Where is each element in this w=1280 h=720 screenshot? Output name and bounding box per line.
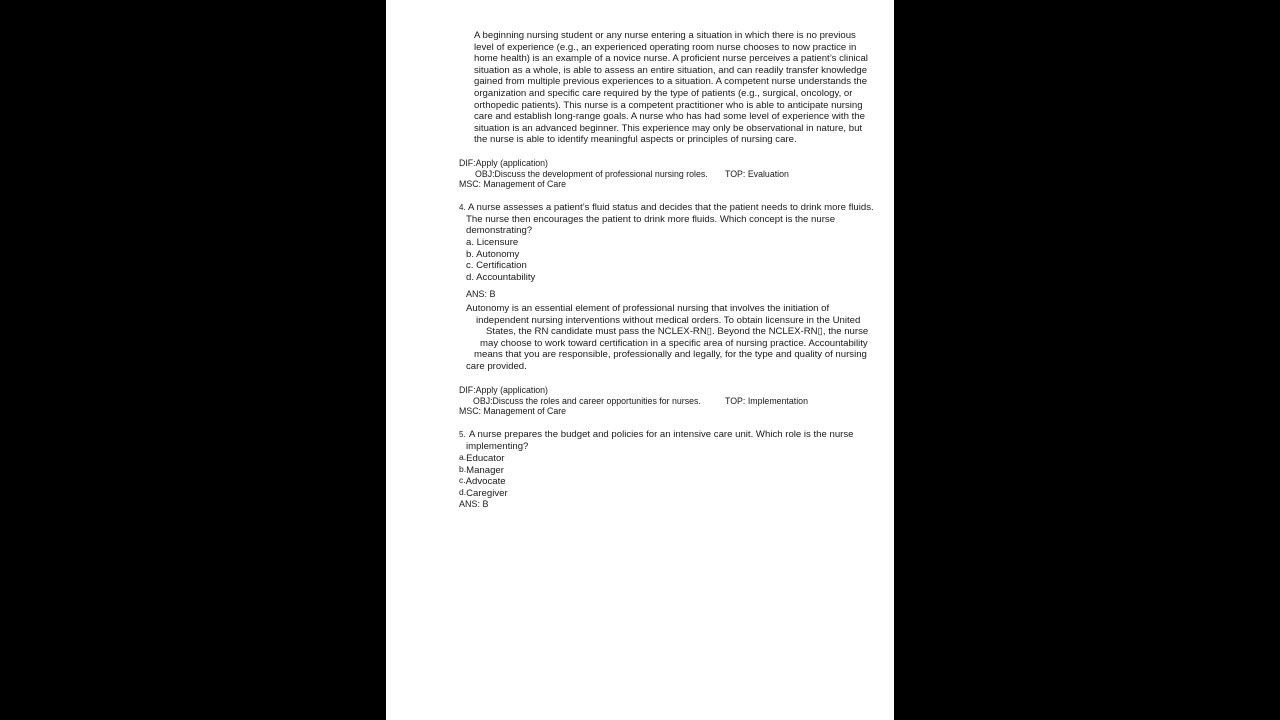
rationale-line: level of experience (e.g., an experienced operating room nurse chooses to now practice in	[474, 41, 857, 53]
q4-rationale-line-5: means that you are responsible, professionally and legally, for the type and quality of nursing	[474, 349, 867, 361]
q5-option-b: b.Manager	[459, 463, 504, 476]
option-d: d. Accountability	[466, 271, 536, 283]
rationale-line: care and establish long-range goals. A nurse who has had some level of experience with the	[474, 111, 865, 123]
q5-option-d: d.Caregiver	[459, 486, 508, 499]
q4-number: 4.	[459, 203, 466, 212]
q4-options	[466, 237, 535, 283]
document-page	[386, 0, 894, 720]
rationale-line: the nurse is able to identify meaningful aspects or principles of nursing care.	[474, 134, 797, 146]
q4-rationale-line-4: may choose to work toward certification in a specific area of nursing practice. Accountability	[480, 337, 868, 349]
q4-dif: DIF:Apply (application)	[459, 385, 548, 395]
option-c: c. Certification	[466, 260, 527, 272]
q5-number: 5.	[459, 430, 466, 439]
stem-line: The nurse then encourages the patient to drink more fluids. Which concept is the nurse	[466, 213, 836, 225]
q4-stem	[468, 202, 874, 214]
rationale-line: gained from multiple previous experiences to a situation. A competent nurse understands the	[474, 76, 868, 88]
q4-top: TOP: Implementation	[725, 396, 808, 406]
q5-stem-line-1: A nurse prepares the budget and policies for an intensive care unit. Which role is the nurse	[469, 429, 854, 440]
q5-stem-line-2: implementing?	[466, 440, 529, 452]
q5-option-a: a.Educator	[459, 452, 505, 464]
q4-rationale-line-2: independent nursing interventions without medical orders. To obtain licensure in the United	[476, 314, 861, 326]
stem-line: A nurse assesses a patient’s fluid status and decides that the patient needs to drink more fluids.	[468, 202, 874, 213]
stem-line: demonstrating?	[466, 225, 533, 237]
rationale-line: home health) is an example of a novice nurse. A proficient nurse perceives a patient’s clinical	[474, 53, 868, 65]
q3-msc: MSC: Management of Care	[459, 179, 567, 189]
q4-answer: ANS: B	[466, 289, 496, 299]
rationale-line: A beginning nursing student or any nurse entering a situation in which there is no previous	[474, 30, 856, 41]
q4-msc: MSC: Management of Care	[459, 406, 567, 416]
rationale-line: organization and specific care required by the type of patients (e.g., surgical, oncology, or	[474, 87, 853, 99]
q4-stem-cont	[466, 214, 835, 237]
q4-rationale-line-1: Autonomy is an essential element of professional nursing that involves the initiation of	[466, 303, 830, 314]
q3-rationale	[474, 30, 868, 146]
q4-rationale-line-6: care provided.	[466, 361, 527, 372]
q4-rationale-line-3: States, the RN candidate must pass the NCLEX-RN▯. Beyond the NCLEX-RN▯, the nurse	[486, 326, 869, 338]
q3-obj: OBJ:Discuss the development of professional nursing roles.	[475, 169, 708, 179]
rationale-line: situation is an advanced beginner. This experience may only be observational in nature, but	[474, 122, 863, 134]
q3-dif: DIF:Apply (application)	[459, 158, 548, 168]
q4-obj: OBJ:Discuss the roles and career opportunities for nurses.	[473, 395, 701, 406]
q5-answer: ANS: B	[459, 499, 489, 509]
q5-option-c: c.Advocate	[459, 475, 506, 488]
rationale-line: orthopedic patients). This nurse is a competent practitioner who is able to anticipate nursing	[474, 99, 863, 111]
rationale-line: situation as a whole, is able to assess an entire situation, and can readily transfer knowledge	[474, 64, 868, 76]
option-b: b. Autonomy	[466, 248, 520, 260]
q3-top: TOP: Evaluation	[725, 169, 789, 179]
option-a: a. Licensure	[466, 237, 519, 248]
